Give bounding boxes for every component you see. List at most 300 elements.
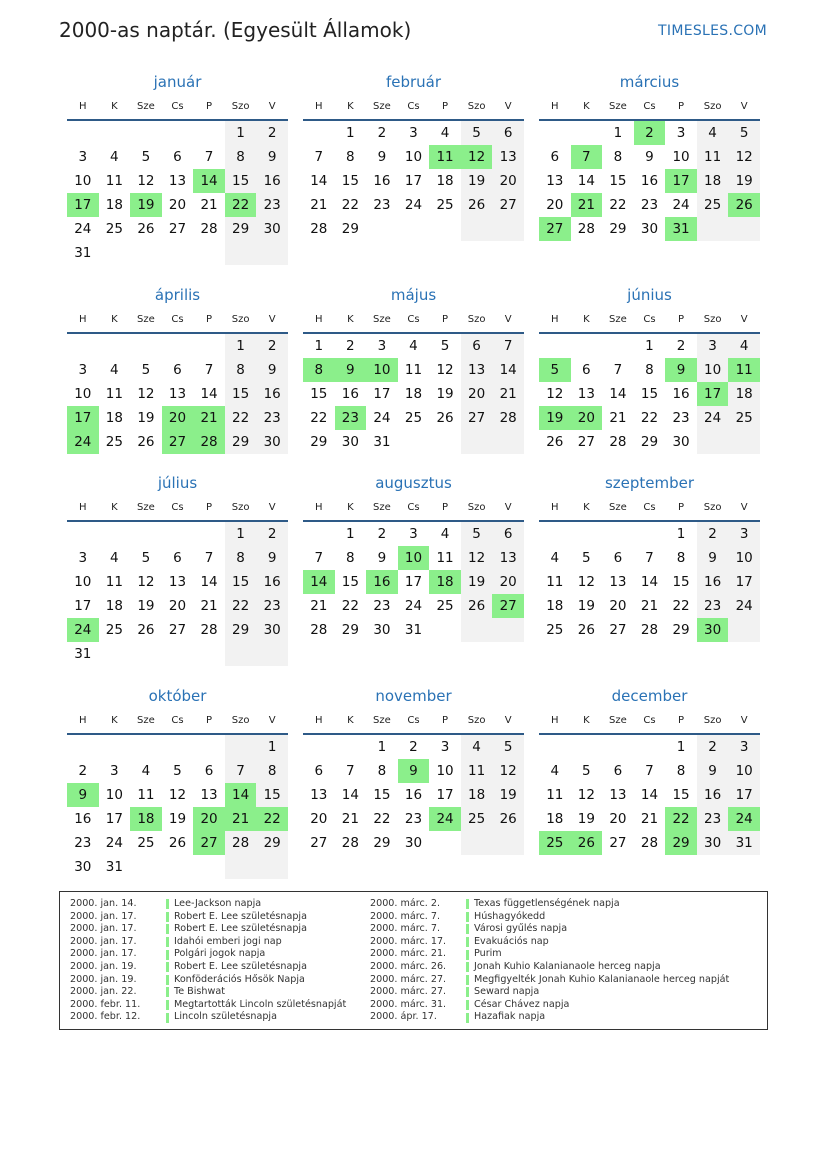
weekday-label: Sze	[609, 715, 627, 726]
weekday-label: K	[111, 715, 118, 726]
day-cell: 29	[640, 434, 659, 450]
day-cell: 9	[256, 546, 288, 570]
day-cell: 21	[310, 197, 328, 213]
day-cell: 13	[461, 358, 493, 382]
empty-cell	[571, 334, 603, 358]
weekday-label: K	[111, 502, 118, 513]
weekday-header	[539, 497, 760, 522]
empty-cell	[130, 334, 162, 358]
day-cell: 23	[697, 594, 729, 618]
day-cell: 19	[728, 169, 760, 193]
month-11	[303, 686, 524, 855]
holiday-day: 11	[728, 358, 760, 382]
holiday-name: Városi gyűlés napja	[474, 923, 568, 935]
weekday-label: P	[206, 715, 213, 726]
empty-cell	[697, 217, 729, 241]
day-cell: 17	[105, 811, 123, 827]
empty-cell	[429, 430, 461, 454]
day-cell: 6	[550, 149, 560, 165]
weekday-label: Cs	[171, 314, 184, 325]
weekday-label: P	[678, 715, 685, 726]
weekday-label: Szo	[467, 715, 486, 726]
day-cell: 19	[137, 598, 155, 614]
weekday-label: K	[347, 101, 354, 112]
day-cell: 28	[609, 434, 627, 450]
day-cell: 24	[105, 835, 123, 851]
day-cell: 15	[640, 386, 659, 402]
day-cell: 16	[256, 570, 288, 594]
day-cell: 4	[409, 338, 418, 354]
day-cell: 13	[546, 173, 564, 189]
day-cell: 14	[200, 386, 218, 402]
day-cell: 7	[346, 763, 355, 779]
month-8	[303, 473, 524, 642]
holiday-day: 12	[461, 145, 493, 169]
weekday-label: Cs	[407, 502, 420, 513]
empty-cell	[602, 522, 634, 546]
day-cell: 8	[377, 763, 387, 779]
day-cell: 25	[105, 221, 123, 237]
day-cell: 22	[225, 594, 257, 618]
day-cell: 3	[78, 550, 88, 566]
day-cell: 15	[256, 783, 288, 807]
weekday-label: V	[268, 502, 276, 513]
day-grid	[67, 334, 288, 454]
holiday-entry	[70, 961, 346, 974]
day-cell: 5	[461, 121, 493, 145]
weekday-label: H	[79, 314, 87, 325]
empty-cell	[225, 855, 257, 879]
empty-cell	[193, 522, 225, 546]
day-cell: 24	[697, 406, 729, 430]
holiday-day: 19	[539, 406, 571, 430]
weekday-label: P	[206, 314, 213, 325]
day-grid	[303, 522, 524, 642]
weekday-label: K	[583, 715, 590, 726]
empty-cell	[728, 430, 760, 454]
day-cell: 27	[577, 434, 595, 450]
day-cell: 11	[436, 550, 454, 566]
weekday-label: Cs	[643, 314, 656, 325]
day-cell: 14	[200, 574, 218, 590]
day-cell: 10	[74, 173, 92, 189]
holiday-date: 2000. ápr. 17.	[370, 1011, 437, 1023]
weekday-label: Cs	[643, 715, 656, 726]
day-cell: 17	[373, 386, 391, 402]
weekday-label: Cs	[407, 314, 420, 325]
empty-cell	[429, 618, 461, 642]
day-cell: 28	[310, 221, 328, 237]
day-cell: 7	[204, 550, 214, 566]
holiday-marker	[466, 899, 469, 909]
holiday-name: César Chávez napja	[474, 998, 570, 1010]
empty-cell	[366, 217, 398, 241]
empty-cell	[193, 855, 225, 879]
day-cell: 7	[645, 763, 654, 779]
day-cell: 7	[645, 550, 654, 566]
weekday-header	[539, 710, 760, 735]
day-grid	[303, 334, 524, 454]
holiday-day: 24	[67, 430, 99, 454]
weekday-label: P	[206, 101, 213, 112]
weekday-label: Sze	[373, 101, 391, 112]
weekday-label: V	[740, 314, 748, 325]
weekday-label: Szo	[231, 314, 250, 325]
day-cell: 12	[577, 574, 595, 590]
holiday-entry	[70, 1011, 346, 1024]
day-grid	[539, 334, 760, 454]
holiday-name: Seward napja	[474, 986, 540, 998]
day-cell: 12	[728, 145, 760, 169]
holiday-marker	[166, 1013, 169, 1023]
day-cell: 3	[409, 125, 418, 141]
day-cell: 20	[609, 598, 627, 614]
weekday-label: Szo	[703, 502, 722, 513]
holiday-day: 9	[665, 358, 697, 382]
day-cell: 18	[546, 598, 564, 614]
day-cell: 3	[409, 526, 418, 542]
day-cell: 21	[492, 382, 524, 406]
day-cell: 12	[137, 386, 155, 402]
day-cell: 8	[346, 550, 355, 566]
day-cell: 15	[225, 169, 257, 193]
weekday-label: V	[268, 101, 276, 112]
day-cell: 4	[440, 526, 450, 542]
day-cell: 18	[105, 598, 123, 614]
weekday-label: Cs	[171, 502, 184, 513]
weekday-header	[539, 96, 760, 121]
day-cell: 3	[728, 735, 760, 759]
weekday-label: Sze	[137, 314, 155, 325]
day-cell: 16	[697, 570, 729, 594]
empty-cell	[193, 334, 225, 358]
holiday-day: 27	[162, 430, 194, 454]
weekday-label: P	[442, 502, 449, 513]
day-cell: 15	[341, 574, 359, 590]
day-cell: 23	[404, 811, 423, 827]
day-grid	[67, 522, 288, 666]
day-cell: 29	[373, 835, 391, 851]
day-cell: 29	[256, 831, 288, 855]
month-2	[303, 72, 524, 241]
day-cell: 30	[74, 859, 92, 875]
weekday-label: P	[206, 502, 213, 513]
holiday-day: 21	[193, 406, 225, 430]
weekday-header	[539, 309, 760, 334]
day-cell: 29	[310, 434, 328, 450]
day-cell: 5	[141, 149, 151, 165]
empty-cell	[335, 735, 367, 759]
holiday-day: 29	[665, 831, 697, 855]
holiday-day: 10	[366, 358, 398, 382]
holiday-date: 2000. márc. 26.	[370, 960, 447, 972]
day-cell: 18	[546, 811, 564, 827]
day-cell: 16	[672, 386, 690, 402]
day-cell: 28	[200, 622, 218, 638]
day-cell: 4	[110, 550, 119, 566]
day-cell: 7	[314, 149, 324, 165]
site-logo[interactable]: TIMESLES.COM	[658, 23, 767, 39]
day-cell: 25	[728, 406, 760, 430]
day-cell: 2	[256, 121, 288, 145]
holiday-day: 31	[665, 217, 697, 241]
holiday-day: 20	[162, 406, 194, 430]
holiday-marker	[466, 1000, 469, 1010]
day-cell: 8	[225, 145, 257, 169]
weekday-label: K	[583, 314, 590, 325]
day-cell: 22	[341, 598, 359, 614]
weekday-header	[67, 710, 288, 735]
holiday-entry	[370, 999, 729, 1012]
weekday-label: Szo	[231, 715, 250, 726]
weekday-label: Szo	[703, 101, 722, 112]
holiday-date: 2000. márc. 17.	[370, 935, 447, 947]
weekday-label: Szo	[231, 101, 250, 112]
empty-cell	[130, 642, 162, 666]
holiday-date: 2000. febr. 12.	[70, 1011, 141, 1023]
weekday-label: H	[551, 715, 559, 726]
empty-cell	[162, 735, 194, 759]
weekday-label: V	[504, 502, 512, 513]
holiday-marker	[166, 950, 169, 960]
holiday-marker	[166, 924, 169, 934]
day-cell: 3	[440, 739, 450, 755]
holiday-name: Robert E. Lee születésnapja	[174, 910, 307, 922]
empty-cell	[130, 241, 162, 265]
day-cell: 13	[168, 173, 187, 189]
day-cell: 8	[346, 149, 355, 165]
day-cell: 27	[310, 835, 328, 851]
holiday-date: 2000. jan. 17.	[70, 948, 137, 960]
day-cell: 5	[440, 338, 450, 354]
day-cell: 28	[640, 835, 659, 851]
day-cell: 13	[168, 386, 187, 402]
day-cell: 26	[461, 193, 493, 217]
day-cell: 30	[640, 221, 659, 237]
day-cell: 19	[461, 169, 493, 193]
empty-cell	[130, 855, 162, 879]
day-cell: 12	[577, 787, 595, 803]
day-cell: 27	[168, 221, 187, 237]
day-cell: 18	[728, 382, 760, 406]
day-cell: 28	[341, 835, 359, 851]
day-cell: 3	[110, 763, 119, 779]
day-cell: 16	[373, 173, 391, 189]
empty-cell	[303, 735, 335, 759]
empty-cell	[571, 121, 603, 145]
day-cell: 25	[436, 598, 454, 614]
holiday-date: 2000. márc. 7.	[370, 923, 440, 935]
day-cell: 20	[492, 570, 524, 594]
month-name: május	[390, 286, 437, 304]
empty-cell	[99, 522, 131, 546]
day-cell: 20	[310, 811, 328, 827]
empty-cell	[429, 217, 461, 241]
holiday-marker	[466, 924, 469, 934]
holiday-marker	[466, 912, 469, 922]
empty-cell	[193, 121, 225, 145]
holiday-date: 2000. márc. 27.	[370, 986, 447, 998]
day-cell: 22	[640, 410, 659, 426]
holiday-date: 2000. márc. 27.	[370, 973, 447, 985]
month-name: április	[154, 286, 201, 304]
holiday-day: 30	[697, 618, 729, 642]
weekday-label: Sze	[373, 502, 391, 513]
day-cell: 12	[137, 173, 155, 189]
day-cell: 12	[436, 362, 454, 378]
weekday-label: H	[315, 715, 323, 726]
day-cell: 23	[697, 807, 729, 831]
weekday-label: H	[551, 314, 559, 325]
day-cell: 24	[373, 410, 391, 426]
weekday-header	[67, 497, 288, 522]
day-cell: 30	[256, 217, 288, 241]
weekday-label: Sze	[373, 715, 391, 726]
holiday-entry	[370, 898, 729, 911]
empty-cell	[492, 618, 524, 642]
day-cell: 5	[141, 362, 151, 378]
weekday-label: Szo	[231, 502, 250, 513]
weekday-header	[303, 309, 524, 334]
empty-cell	[130, 735, 162, 759]
day-cell: 24	[404, 598, 423, 614]
holiday-day: 2	[634, 121, 666, 145]
weekday-label: Cs	[643, 101, 656, 112]
holiday-name: Jonah Kuhio Kalanianaole herceg napja	[474, 960, 661, 972]
day-cell: 16	[640, 173, 659, 189]
empty-cell	[99, 642, 131, 666]
day-cell: 4	[110, 149, 119, 165]
day-cell: 28	[200, 221, 218, 237]
weekday-label: V	[504, 101, 512, 112]
day-cell: 17	[728, 570, 760, 594]
day-cell: 2	[346, 338, 355, 354]
day-cell: 1	[676, 739, 686, 755]
empty-cell	[162, 642, 194, 666]
holiday-date: 2000. márc. 2.	[370, 898, 440, 909]
day-cell: 11	[697, 145, 729, 169]
day-cell: 6	[204, 763, 214, 779]
day-cell: 19	[577, 811, 595, 827]
empty-cell	[256, 642, 288, 666]
day-cell: 20	[609, 811, 627, 827]
day-cell: 30	[404, 835, 423, 851]
day-cell: 18	[404, 386, 423, 402]
empty-cell	[162, 855, 194, 879]
holiday-day: 9	[335, 358, 367, 382]
day-cell: 21	[200, 197, 218, 213]
day-cell: 12	[492, 759, 524, 783]
day-grid	[67, 121, 288, 265]
day-cell: 1	[346, 125, 355, 141]
empty-cell	[398, 217, 430, 241]
day-grid	[539, 522, 760, 642]
holiday-day: 27	[193, 831, 225, 855]
holiday-marker	[166, 1000, 169, 1010]
day-cell: 20	[168, 598, 187, 614]
weekday-label: Sze	[137, 715, 155, 726]
day-cell: 4	[440, 125, 450, 141]
day-cell: 8	[613, 149, 623, 165]
empty-cell	[225, 735, 257, 759]
day-cell: 11	[105, 173, 123, 189]
day-cell: 15	[609, 173, 627, 189]
holiday-entry	[70, 936, 346, 949]
holiday-date: 2000. jan. 22.	[70, 986, 137, 998]
day-cell: 13	[577, 386, 595, 402]
weekday-label: H	[315, 502, 323, 513]
day-cell: 26	[546, 434, 564, 450]
empty-cell	[67, 121, 99, 145]
day-cell: 15	[341, 173, 359, 189]
day-cell: 28	[310, 622, 328, 638]
empty-cell	[162, 334, 194, 358]
month-name: június	[627, 286, 672, 304]
day-grid	[539, 121, 760, 241]
day-cell: 3	[78, 362, 88, 378]
day-cell: 29	[225, 217, 257, 241]
empty-cell	[99, 735, 131, 759]
day-cell: 25	[105, 434, 123, 450]
day-cell: 28	[640, 622, 659, 638]
day-cell: 10	[672, 149, 690, 165]
month-name: november	[375, 687, 452, 705]
holiday-entry	[70, 898, 346, 911]
holiday-day: 5	[539, 358, 571, 382]
holiday-date: 2000. jan. 19.	[70, 973, 137, 985]
holiday-entry	[70, 923, 346, 936]
weekday-header	[67, 96, 288, 121]
holiday-day: 9	[67, 783, 99, 807]
day-cell: 7	[613, 362, 623, 378]
holiday-entry	[370, 923, 729, 936]
holiday-name: Húshagyókedd	[474, 910, 546, 922]
day-grid	[303, 735, 524, 855]
day-cell: 27	[609, 622, 627, 638]
holiday-day: 24	[728, 807, 760, 831]
holiday-date: 2000. jan. 19.	[70, 960, 137, 972]
holiday-name: Hazafiak napja	[474, 1011, 546, 1023]
empty-cell	[193, 642, 225, 666]
weekday-label: Cs	[171, 715, 184, 726]
holiday-name: Robert E. Lee születésnapja	[174, 960, 307, 972]
day-cell: 14	[310, 173, 328, 189]
day-cell: 27	[168, 622, 187, 638]
day-cell: 23	[256, 193, 288, 217]
day-cell: 6	[314, 763, 324, 779]
empty-cell	[225, 241, 257, 265]
day-cell: 19	[436, 386, 454, 402]
holiday-name: Megfigyelték Jonah Kuhio Kalanianaole herceg napját	[474, 973, 730, 985]
day-cell: 16	[74, 811, 92, 827]
holiday-day: 11	[429, 145, 461, 169]
weekday-label: P	[678, 502, 685, 513]
day-cell: 25	[105, 622, 123, 638]
day-cell: 24	[404, 197, 423, 213]
day-cell: 18	[105, 197, 123, 213]
empty-cell	[130, 522, 162, 546]
holiday-day: 14	[303, 570, 335, 594]
day-cell: 11	[404, 362, 423, 378]
weekday-label: H	[551, 101, 559, 112]
day-cell: 8	[225, 358, 257, 382]
day-cell: 2	[377, 125, 387, 141]
day-cell: 18	[105, 410, 123, 426]
holiday-day: 9	[398, 759, 430, 783]
day-cell: 15	[225, 382, 257, 406]
day-cell: 10	[404, 149, 423, 165]
weekday-label: V	[268, 715, 276, 726]
